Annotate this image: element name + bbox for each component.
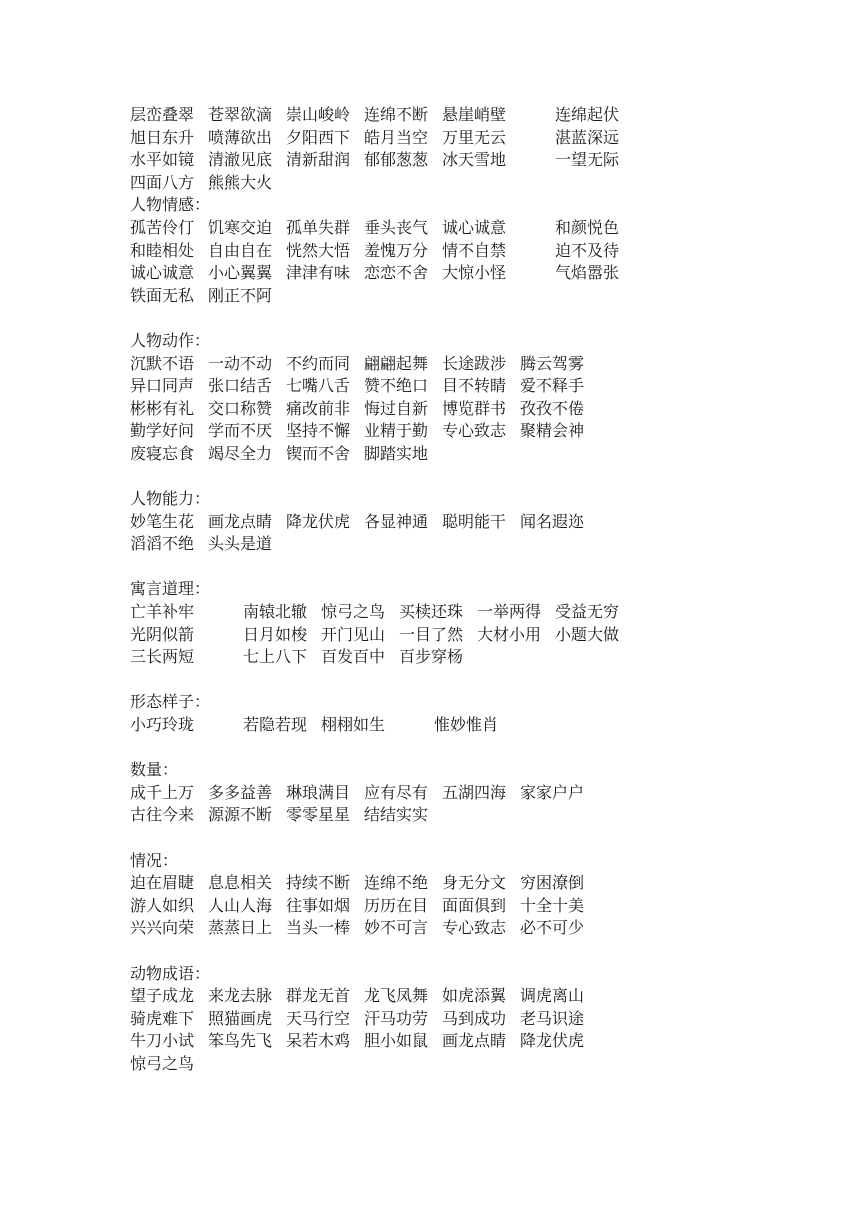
- idiom: 恋恋不舍: [364, 263, 429, 283]
- idiom: 痛改前非: [286, 398, 351, 418]
- idiom: 家家户户: [520, 782, 585, 802]
- idiom: 蒸蒸日上: [208, 918, 273, 938]
- idiom: 若隐若现: [243, 715, 308, 735]
- idiom: 各显神通: [364, 511, 429, 531]
- idiom-row: [130, 804, 850, 827]
- idiom: 张口结舌: [208, 376, 273, 396]
- idiom-row: [130, 285, 850, 308]
- idiom: 七嘴八舌: [286, 376, 351, 396]
- idiom-row: [130, 443, 850, 466]
- idiom: 湛蓝深远: [555, 127, 620, 147]
- idiom: 清新甜润: [286, 150, 351, 170]
- section-title: 形态样子：: [130, 692, 211, 712]
- idiom: 身无分文: [442, 873, 507, 893]
- idiom: 画龙点睛: [208, 511, 273, 531]
- idiom: 津津有味: [286, 263, 351, 283]
- idiom: 坚持不懈: [286, 421, 351, 441]
- idiom: 连绵起伏: [555, 105, 620, 124]
- idiom-row: [130, 149, 850, 172]
- idiom-row: [130, 240, 850, 263]
- idiom: 清澈见底: [208, 150, 273, 170]
- idiom-row: [130, 172, 850, 195]
- idiom: 万里无云: [442, 127, 507, 147]
- idiom: 水平如镜: [130, 150, 195, 170]
- idiom: 惊弓之鸟: [321, 602, 386, 622]
- idiom: 层峦叠翠: [130, 105, 195, 124]
- idiom: 自由自在: [208, 240, 273, 260]
- idiom: 人山人海: [208, 895, 273, 915]
- idiom-row: [130, 104, 850, 127]
- idiom: 群龙无首: [286, 986, 351, 1006]
- idiom: 孜孜不倦: [520, 398, 585, 418]
- idiom: 古往今来: [130, 805, 195, 825]
- idiom: 三长两短: [130, 647, 195, 667]
- section-heading-action: [130, 330, 850, 353]
- idiom: 成千上万: [130, 782, 195, 802]
- idiom: 源源不断: [208, 805, 273, 825]
- idiom: 老马识途: [520, 1008, 585, 1028]
- idiom: 大惊小怪: [442, 263, 507, 283]
- idiom: 一举两得: [477, 602, 542, 622]
- idiom: 光阴似箭: [130, 624, 195, 644]
- idiom: 四面八方: [130, 172, 195, 192]
- idiom: 冰天雪地: [442, 150, 507, 170]
- idiom: 天马行空: [286, 1008, 351, 1028]
- idiom: 长途跋涉: [442, 353, 507, 373]
- idiom: 爱不释手: [520, 376, 585, 396]
- idiom: 照猫画虎: [208, 1008, 273, 1028]
- idiom: 历历在目: [364, 895, 429, 915]
- section-title: 人物动作：: [130, 330, 211, 350]
- idiom: 孤苦伶仃: [130, 217, 195, 237]
- idiom: 妙不可言: [364, 918, 429, 938]
- idiom: 旭日东升: [130, 127, 195, 147]
- idiom: 如虎添翼: [442, 986, 507, 1006]
- idiom-row: [130, 262, 850, 285]
- idiom: 必不可少: [520, 918, 585, 938]
- idiom: 亡羊补牢: [130, 602, 195, 622]
- section-heading-emotion: [130, 194, 850, 217]
- idiom: 当头一棒: [286, 918, 351, 938]
- blank-line: [130, 940, 850, 963]
- idiom-row: [130, 624, 850, 647]
- idiom: 五湖四海: [442, 782, 507, 802]
- idiom: 兴兴向荣: [130, 918, 195, 938]
- idiom: 往事如烟: [286, 895, 351, 915]
- idiom: 崇山峻岭: [286, 105, 351, 124]
- idiom-row: [130, 398, 850, 421]
- idiom-row: [130, 714, 850, 737]
- idiom: 苍翠欲滴: [208, 105, 273, 124]
- idiom: 画龙点睛: [442, 1031, 507, 1051]
- idiom: 赞不绝口: [364, 376, 429, 396]
- idiom: 骑虎难下: [130, 1008, 195, 1028]
- idiom-row: [130, 646, 850, 669]
- idiom-row: [130, 895, 850, 918]
- idiom: 降龙伏虎: [286, 511, 351, 531]
- idiom: 来龙去脉: [208, 986, 273, 1006]
- idiom: 一目了然: [399, 624, 464, 644]
- idiom: 栩栩如生: [321, 715, 386, 735]
- idiom: 勤学好问: [130, 421, 195, 441]
- idiom: 买椟还珠: [399, 602, 464, 622]
- idiom-row: [130, 872, 850, 895]
- idiom: 一望无际: [555, 150, 620, 170]
- idiom: 妙笔生花: [130, 511, 195, 531]
- idiom: 恍然大悟: [286, 240, 351, 260]
- idiom: 游人如织: [130, 895, 195, 915]
- idiom: 异口同声: [130, 376, 195, 396]
- idiom: 饥寒交迫: [208, 217, 273, 237]
- idiom: 大材小用: [477, 624, 542, 644]
- idiom: 马到成功: [442, 1008, 507, 1028]
- idiom: 降龙伏虎: [520, 1031, 585, 1051]
- document-page: [130, 104, 850, 1076]
- idiom: 滔滔不绝: [130, 534, 195, 554]
- idiom: 开门见山: [321, 624, 386, 644]
- section-heading-quantity: [130, 759, 850, 782]
- blank-line: [130, 827, 850, 850]
- section-heading-shape: [130, 691, 850, 714]
- idiom: 零零星星: [286, 805, 351, 825]
- idiom: 惊弓之鸟: [130, 1053, 195, 1073]
- section-title: 情况：: [130, 850, 179, 870]
- idiom: 一动不动: [208, 353, 273, 373]
- idiom: 羞愧万分: [364, 240, 429, 260]
- idiom: 业精于勤: [364, 421, 429, 441]
- idiom: 悔过自新: [364, 398, 429, 418]
- idiom: 迫不及待: [555, 240, 620, 260]
- idiom: 笨鸟先飞: [208, 1031, 273, 1051]
- idiom: 和颜悦色: [555, 217, 620, 237]
- idiom: 受益无穷: [555, 602, 620, 622]
- idiom: 交口称赞: [208, 398, 273, 418]
- idiom: 腾云驾雾: [520, 353, 585, 373]
- section-title: 人物能力：: [130, 489, 211, 509]
- idiom-row: [130, 782, 850, 805]
- idiom: 不约而同: [286, 353, 351, 373]
- idiom: 诚心诚意: [130, 263, 195, 283]
- section-title: 动物成语：: [130, 963, 211, 983]
- idiom-row: [130, 533, 850, 556]
- idiom: 孤单失群: [286, 217, 351, 237]
- idiom: 南辕北辙: [243, 602, 308, 622]
- idiom: 龙飞凤舞: [364, 986, 429, 1006]
- idiom: 博览群书: [442, 398, 507, 418]
- idiom: 沉默不语: [130, 353, 195, 373]
- idiom: 胆小如鼠: [364, 1031, 429, 1051]
- idiom: 穷困潦倒: [520, 873, 585, 893]
- idiom: 多多益善: [208, 782, 273, 802]
- idiom: 闻名遐迩: [520, 511, 585, 531]
- idiom-row: [130, 217, 850, 240]
- idiom: 翩翩起舞: [364, 353, 429, 373]
- idiom: 小题大做: [555, 624, 620, 644]
- idiom-row: [130, 127, 850, 150]
- idiom: 迫在眉睫: [130, 873, 195, 893]
- idiom: 目不转睛: [442, 376, 507, 396]
- idiom: 熊熊大火: [208, 172, 273, 192]
- idiom: 喷薄欲出: [208, 127, 273, 147]
- idiom: 夕阳西下: [286, 127, 351, 147]
- idiom: 汗马功劳: [364, 1008, 429, 1028]
- idiom: 百发百中: [321, 647, 386, 667]
- section-heading-situation: [130, 850, 850, 873]
- idiom: 面面俱到: [442, 895, 507, 915]
- idiom: 铁面无私: [130, 285, 195, 305]
- idiom: 气焰嚣张: [555, 263, 620, 283]
- section-title: 数量：: [130, 760, 179, 780]
- idiom: 连绵不断: [364, 105, 429, 124]
- idiom-row: [130, 1053, 850, 1076]
- idiom-row: [130, 1008, 850, 1031]
- idiom-row: [130, 601, 850, 624]
- idiom: 郁郁葱葱: [364, 150, 429, 170]
- idiom: 呆若木鸡: [286, 1031, 351, 1051]
- idiom: 专心致志: [442, 918, 507, 938]
- idiom-row: [130, 917, 850, 940]
- blank-line: [130, 669, 850, 692]
- idiom: 十全十美: [520, 895, 585, 915]
- idiom: 结结实实: [364, 805, 429, 825]
- section-title: 寓言道理：: [130, 579, 211, 599]
- section-heading-ability: [130, 488, 850, 511]
- idiom: 刚正不阿: [208, 285, 273, 305]
- idiom: 皓月当空: [364, 127, 429, 147]
- blank-line: [130, 466, 850, 489]
- idiom: 息息相关: [208, 873, 273, 893]
- idiom: 连绵不绝: [364, 873, 429, 893]
- idiom: 牛刀小试: [130, 1031, 195, 1051]
- idiom: 聚精会神: [520, 421, 585, 441]
- idiom: 日月如梭: [243, 624, 308, 644]
- idiom: 垂头丧气: [364, 217, 429, 237]
- blank-line: [130, 556, 850, 579]
- blank-line: [130, 307, 850, 330]
- idiom: 调虎离山: [520, 986, 585, 1006]
- idiom-row: [130, 420, 850, 443]
- idiom-row: [130, 1030, 850, 1053]
- idiom: 废寝忘食: [130, 443, 195, 463]
- idiom: 悬崖峭壁: [442, 105, 507, 124]
- idiom: 惟妙惟肖: [434, 715, 499, 735]
- idiom-row: [130, 985, 850, 1008]
- idiom: 百步穿杨: [399, 647, 464, 667]
- idiom: 聪明能干: [442, 511, 507, 531]
- idiom: 头头是道: [208, 534, 273, 554]
- idiom: 七上八下: [243, 647, 308, 667]
- idiom-row: [130, 375, 850, 398]
- idiom: 情不自禁: [442, 240, 507, 260]
- section-title: 人物情感：: [130, 195, 211, 215]
- idiom: 望子成龙: [130, 986, 195, 1006]
- idiom-row: [130, 353, 850, 376]
- idiom: 和睦相处: [130, 240, 195, 260]
- idiom: 学而不厌: [208, 421, 273, 441]
- idiom: 应有尽有: [364, 782, 429, 802]
- idiom-row: [130, 511, 850, 534]
- idiom: 竭尽全力: [208, 443, 273, 463]
- idiom: 锲而不舍: [286, 443, 351, 463]
- section-heading-animal: [130, 963, 850, 986]
- idiom: 琳琅满目: [286, 782, 351, 802]
- idiom: 脚踏实地: [364, 443, 429, 463]
- idiom: 诚心诚意: [442, 217, 507, 237]
- idiom: 小心翼翼: [208, 263, 273, 283]
- idiom: 专心致志: [442, 421, 507, 441]
- blank-line: [130, 737, 850, 760]
- idiom: 彬彬有礼: [130, 398, 195, 418]
- section-heading-fable: [130, 578, 850, 601]
- idiom: 小巧玲珑: [130, 715, 195, 735]
- idiom: 持续不断: [286, 873, 351, 893]
